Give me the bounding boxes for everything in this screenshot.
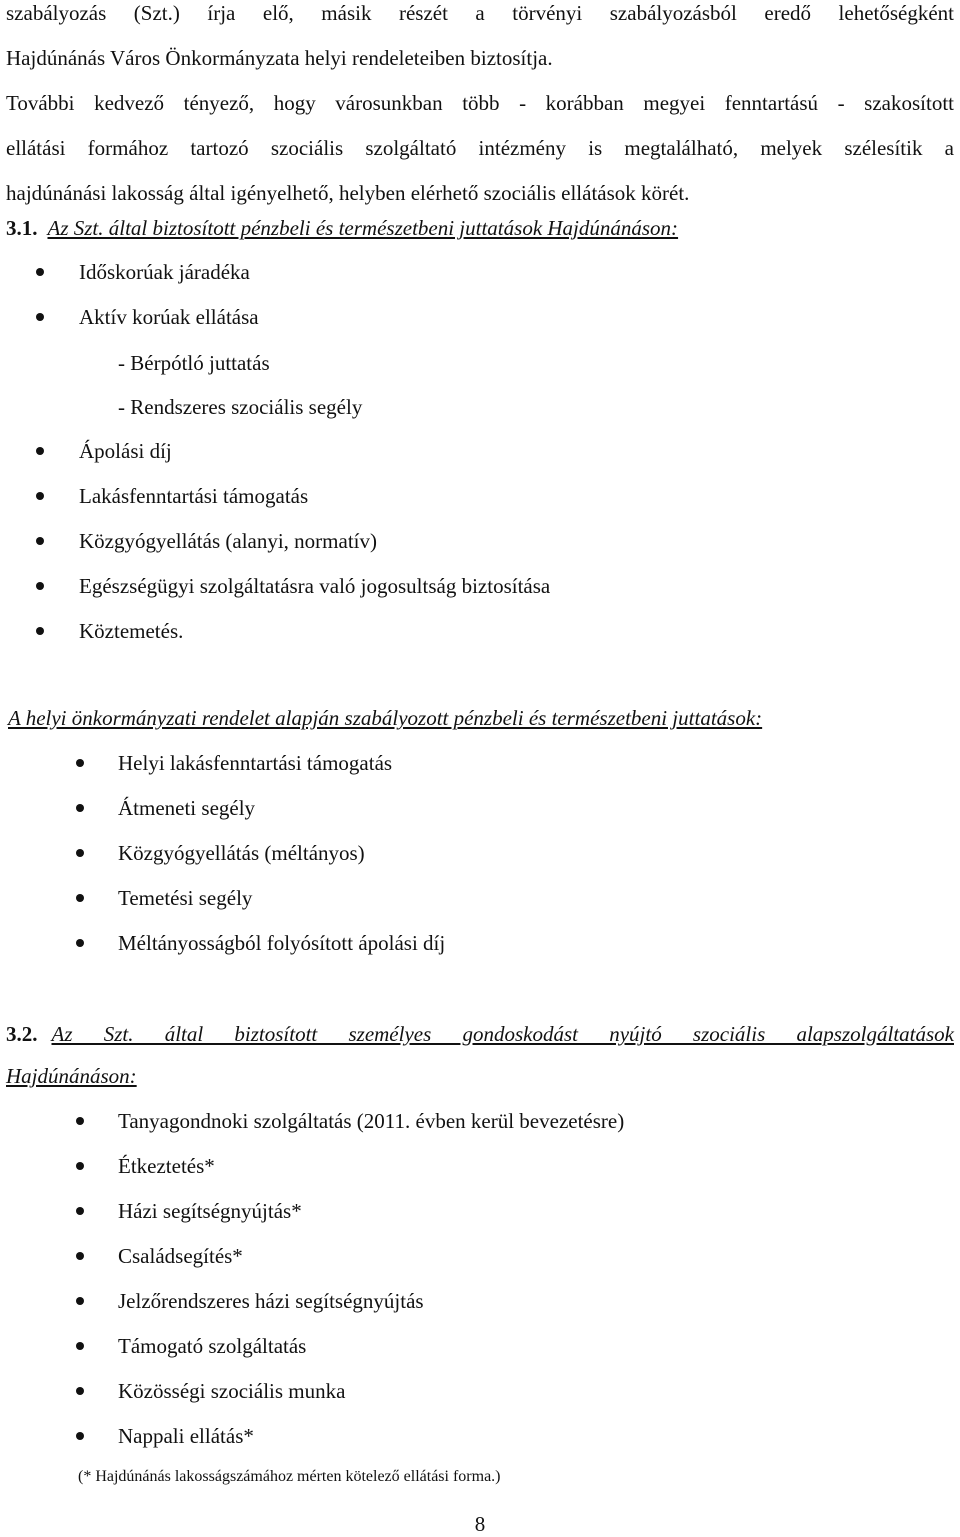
section-title: Az Szt. által biztosított pénzbeli és természetbeni juttatások Hajdúnánáson: [47,216,679,240]
list-item-text: Időskorúak járadéka [79,260,250,284]
sub-list-item: - Rendszeres szociális segély [118,395,363,419]
bullet-icon [76,1387,84,1395]
bullet-icon [76,1162,84,1170]
list-item-text: Családsegítés* [118,1244,243,1268]
bullet-icon [76,849,84,857]
list-item-text: Helyi lakásfenntartási támogatás [118,751,393,775]
footnote: (* Hajdúnánás lakosságszámához mérten kötelező ellátási forma.) [78,1468,501,1485]
bullet-icon [76,1207,84,1215]
section-title: Az Szt. által biztosított személyes gondoskodást nyújtó szociális alapszolgáltatások [51,1022,954,1046]
bullet-icon [76,1297,84,1305]
list-item-text: Aktív korúak ellátása [79,305,259,329]
bullet-icon [76,804,84,812]
section-3-1-sublist [118,341,362,429]
bullet-icon [76,939,84,947]
bullet-icon [36,313,44,321]
section-3-1-heading [6,208,954,248]
list-item-text: Temetési segély [118,886,253,910]
list-item-text: Közgyógyellátás (alanyi, normatív) [79,529,377,553]
list-item-text: Tanyagondnoki szolgáltatás (2011. évben kerül bevezetésre) [118,1109,625,1133]
list-item-text: Átmeneti segély [118,796,256,820]
list-item-text: Közösségi szociális munka [118,1379,346,1403]
local-title: A helyi önkormányzati rendelet alapján szabályozott pénzbeli és természetbeni juttatások: [8,706,763,730]
bullet-icon [36,537,44,545]
list-item-text: Közgyógyellátás (méltányos) [118,841,365,865]
local-regulation-heading [8,698,954,738]
section-3-2-heading [6,1013,954,1097]
bullet-icon [76,894,84,902]
intro-line: szabályozás (Szt.) írja elő, másik részét a törvényi szabályozásból eredő lehetőségként [6,1,954,25]
list-item-text: Támogató szolgáltatás [118,1334,307,1358]
bullet-icon [36,582,44,590]
section-number: 3.2. [6,1022,38,1046]
bullet-icon [76,759,84,767]
page-number: 8 [474,1512,486,1536]
intro-paragraph [6,0,954,216]
bullet-icon [76,1342,84,1350]
bullet-icon [76,1117,84,1125]
section-3-2-heading-line [6,1055,954,1097]
bullet-icon [36,447,44,455]
bullet-icon [36,627,44,635]
list-item-text: Nappali ellátás* [118,1424,254,1448]
list-item-text: Köztemetés. [79,619,184,643]
bullet-icon [36,492,44,500]
bullet-icon [36,268,44,276]
section-number: 3.1. [6,216,38,240]
intro-line: További kedvező tényező, hogy városunkban több - korábban megyei fenntartású - szakosított [6,91,954,115]
list-item-text: Egészségügyi szolgáltatásra való jogosultság biztosítása [79,574,551,598]
bullet-icon [76,1252,84,1260]
list-item-text: Lakásfenntartási támogatás [79,484,309,508]
section-title-continued: Hajdúnánáson: [6,1064,137,1088]
intro-line: Hajdúnánás Város Önkormányzata helyi rendeleteiben biztosítja. [6,46,553,70]
list-item-text: Ápolási díj [79,439,172,463]
list-item-text: Étkeztetés* [118,1154,215,1178]
intro-line: hajdúnánási lakosság által igényelhető, helyben elérhető szociális ellátások körét. [6,181,690,205]
sub-list-item: - Bérpótló juttatás [118,351,270,375]
list-item-text: Jelzőrendszeres házi segítségnyújtás [118,1289,424,1313]
list-item-text: Méltányosságból folyósított ápolási díj [118,931,446,955]
section-3-2-heading-line [6,1013,954,1055]
bullet-icon [76,1432,84,1440]
intro-line: ellátási formához tartozó szociális szolgáltató intézmény is megtalálható, melyek szélesítik a [6,136,954,160]
list-item-text: Házi segítségnyújtás* [118,1199,302,1223]
